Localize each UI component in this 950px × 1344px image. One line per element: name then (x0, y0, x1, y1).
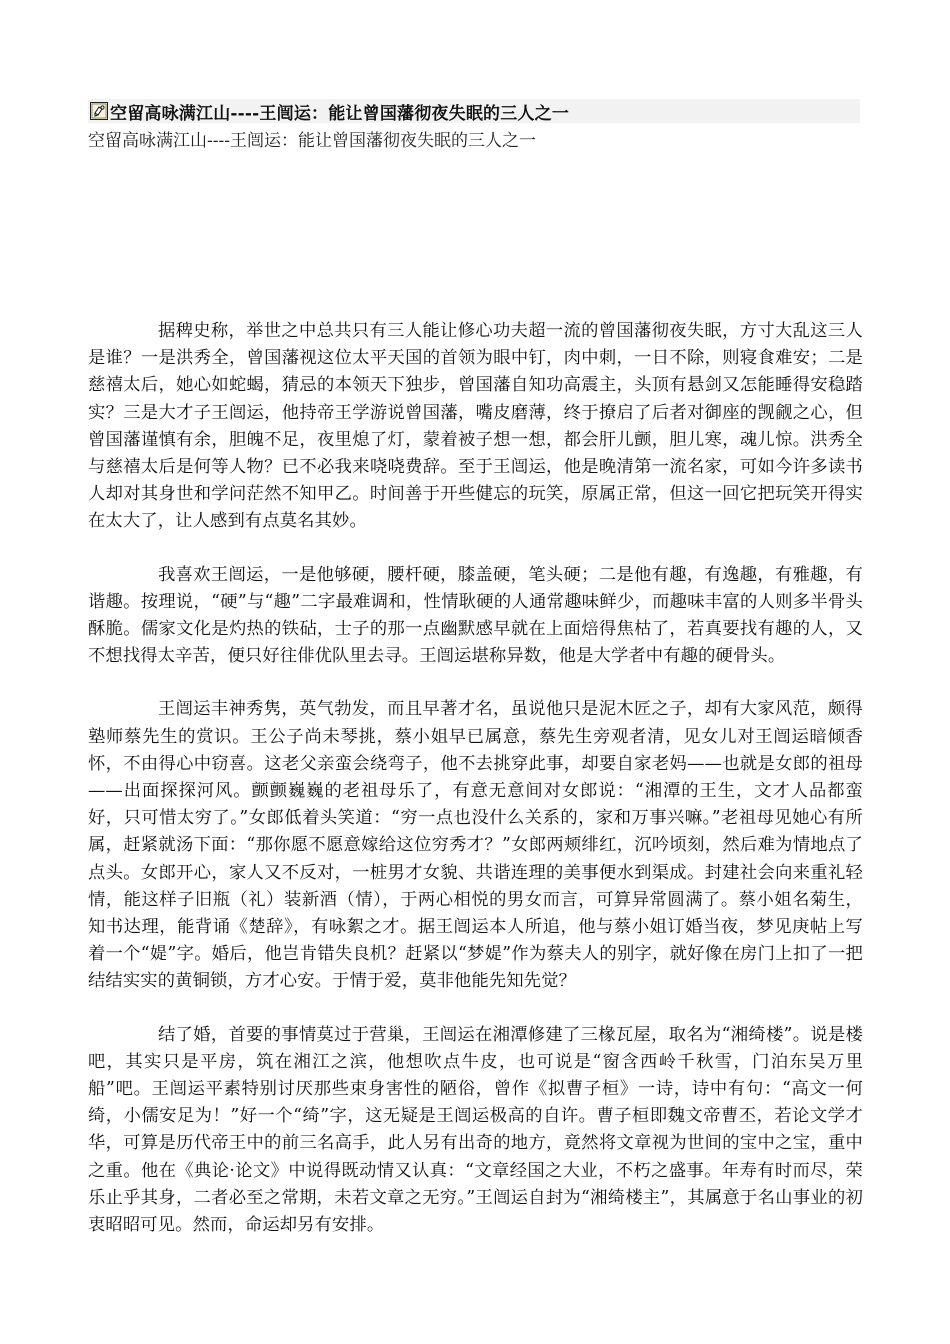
title-bar (88, 99, 860, 123)
paragraph: 我喜欢王闿运，一是他够硬，腰杆硬，膝盖硬，笔头硬；二是他有趣，有逸趣，有雅趣，有谐趣。按理说，“硬”与“趣”二字最难调和，性情耿硬的人通常趣味鲜少，而趣味丰富的人则多半骨头酥脆。儒家文化是灼热的铁砧，士子的那一点幽默感早就在上面焙得焦枯了，若真要找有趣的人，又不想找得太辛苦，便只好往俳优队里去寻。王闿运堪称异数，他是大学者中有趣的硬骨头。 (88, 564, 863, 667)
document-subtitle: 空留高咏满江山----王闿运：能让曾国藩彻夜失眠的三人之一 (88, 131, 536, 151)
paragraph: 王闿运丰神秀隽，英气勃发，而且早著才名，虽说他只是泥木匠之子，却有大家风范，颇得塾师蔡先生的赏识。王公子尚未琴挑，蔡小姐早已属意，蔡先生旁观者清，见女儿对王闿运暗倾香怀，不由得心中窃喜。这老父亲蛮会绕弯子，他不去挑穿此事，却要自家老妈——也就是女郎的祖母——出面探探河风。颤颤巍巍的老祖母乐了，有意无意间对女郎说：“湘潭的王生，文才人品都蛮好，只可惜太穷了。”女郎低着头笑道：“穷一点也没什么关系的，家和万事兴嘛。”老祖母见她心有所属，赶紧就汤下面：“那你愿不愿意嫁给这位穷秀才？”女郎两颊绯红，沉吟顷刻，然后难为情地点了点头。女郎开心，家人又不反对，一桩男才女貌、共谐连理的美事便水到渠成。封建社会向来重礼轻情，能这样子旧瓶（礼）装新酒（情），于两心相悦的男女而言，可算异常圆满了。蔡小姐名菊生，知书达理，能背诵《楚辞》，有咏絮之才。据王闿运本人所追，他与蔡小姐订婚当夜，梦见庚帖上写着一个“媞”字。婚后，他岂肯错失良机？赶紧以“梦媞”作为蔡夫人的别字，就好像在房门上扣了一把结结实实的黄铜锁，方才心安。于情于爱，莫非他能先知先觉？ (88, 699, 863, 992)
article-body (88, 318, 863, 1265)
document-link-icon[interactable] (90, 102, 108, 120)
document-title: 空留高咏满江山----王闿运：能让曾国藩彻夜失眠的三人之一 (110, 103, 570, 124)
paragraph: 据稗史称，举世之中总共只有三人能让修心功夫超一流的曾国藩彻夜失眠，方寸大乱这三人是谁？一是洪秀全，曾国藩视这位太平天国的首领为眼中钉，肉中刺，一日不除，则寝食难安；二是慈禧太后，她心如蛇蝎，猜忌的本领天下独步，曾国藩自知功高震主，头顶有悬剑又怎能睡得安稳踏实？三是大才子王闿运，他持帝王学游说曾国藩，嘴皮磨薄，终于撩启了后者对御座的觊觎之心，但曾国藩谨慎有余，胆魄不足，夜里熄了灯，蒙着被子想一想，都会肝儿颤，胆儿寒，魂儿惊。洪秀全与慈禧太后是何等人物？已不必我来哓哓费辞。至于王闿运，他是晚清第一流名家，可如今许多读书人却对其身世和学问茫然不知甲乙。时间善于开些健忘的玩笑，原属正常，但这一回它把玩笑开得实在太大了，让人感到有点莫名其妙。 (88, 321, 863, 532)
paragraph: 结了婚，首要的事情莫过于营巢，王闿运在湘潭修建了三椽瓦屋，取名为“湘绮楼”。说是楼吧，其实只是平房，筑在湘江之滨，他想吹点牛皮，也可说是“窗含西岭千秋雪，门泊东吴万里船”吧。王闿运平素特别讨厌那些束身害性的陋俗，曾作《拟曹子桓》一诗，诗中有句：“高文一何绮，小儒安足为！”好一个“绮”字，这无疑是王闿运极高的自许。曹子桓即魏文帝曹丕，若论文学才华，可算是历代帝王中的前三名高手，此人另有出奇的地方，竟然将文章视为世间的宝中之宝，重中之重。他在《典论·论文》中说得既动情又认真：“文章经国之大业，不朽之盛事。年寿有时而尽，荣乐止乎其身，二者必至之常期，未若文章之无穷。”王闿运自封为“湘绮楼主”，其属意于名山事业的初衷昭昭可见。然而，命运却另有安排。 (88, 1024, 863, 1236)
